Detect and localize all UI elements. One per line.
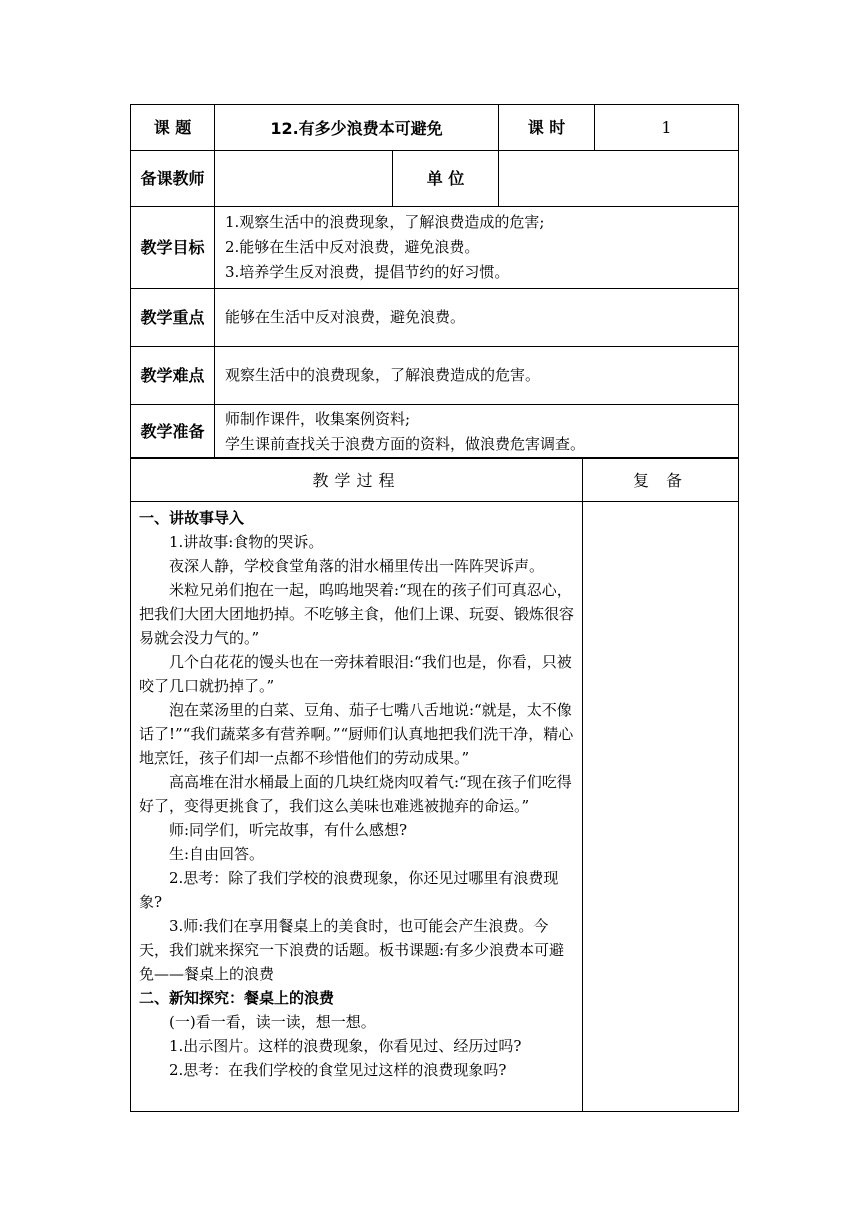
preparation-item: 学生课前查找关于浪费方面的资料，做浪费危害调查。 xyxy=(225,434,586,453)
goal-item: 2.能够在生活中反对浪费，避免浪费。 xyxy=(225,238,480,256)
process-paragraph: 1.出示图片。这样的浪费现象，你看见过、经历过吗? xyxy=(169,1037,522,1055)
teacher-value xyxy=(215,151,393,207)
key-points-label: 教学重点 xyxy=(131,289,215,347)
section-heading: 一、讲故事导入 xyxy=(139,509,245,527)
teaching-process-table xyxy=(130,457,739,1112)
process-paragraph: 米粒兄弟们抱在一起，呜呜地哭着:“现在的孩子们可真忍心，把我们大团大团地扔掉。不吃够主食，他们上课、玩耍、锻炼很容易就会没力气的。” xyxy=(139,581,575,647)
preparation-item: 师制作课件，收集案例资料; xyxy=(225,409,411,428)
goal-item: 3.培养学生反对浪费，提倡节约的好习惯。 xyxy=(225,263,510,281)
process-paragraph: 泡在菜汤里的白菜、豆角、茄子七嘴八舌地说:“就是，太不像话了!”“我们蔬菜多有营养啊。”“厨师们认真地把我们洗干净，精心地烹饪，孩子们却一点都不珍惜他们的劳动成果。” xyxy=(139,701,574,767)
process-header: 教学过程 xyxy=(131,458,583,502)
unit-value xyxy=(499,151,739,207)
unit-label: 单 位 xyxy=(393,151,499,207)
difficulty-label: 教学难点 xyxy=(131,347,215,405)
lesson-info-table xyxy=(130,104,739,459)
process-paragraph: 2.思考：在我们学校的食堂见过这样的浪费现象吗? xyxy=(169,1061,507,1079)
process-paragraph: 3.师:我们在享用餐桌上的美食时，也可能会产生浪费。今天，我们就来探究一下浪费的话题。板书课题:有多少浪费本可避免——餐桌上的浪费 xyxy=(139,917,565,983)
teacher-label: 备课教师 xyxy=(131,151,215,207)
topic-label: 课 题 xyxy=(131,105,215,151)
topic-value: 12.有多少浪费本可避免 xyxy=(215,105,499,151)
process-paragraph: 几个白花花的馒头也在一旁抹着眼泪:“我们也是，你看，只被咬了几口就扔掉了。” xyxy=(139,653,572,695)
review-column xyxy=(583,502,739,1112)
goals-content xyxy=(215,207,739,289)
process-paragraph: 生:自由回答。 xyxy=(169,845,265,863)
preparation-content xyxy=(215,405,739,459)
process-paragraph: 1.讲故事:食物的哭诉。 xyxy=(169,533,324,551)
process-paragraph: 高高堆在泔水桶最上面的几块红烧肉叹着气:“现在孩子们吃得好了，变得更挑食了，我们这么美味也难逃被抛弃的命运。” xyxy=(139,773,572,815)
process-paragraph: 夜深人静，学校食堂角落的泔水桶里传出一阵阵哭诉声。 xyxy=(169,557,545,575)
goals-label: 教学目标 xyxy=(131,207,215,289)
difficulty-text: 观察生活中的浪费现象，了解浪费造成的危害。 xyxy=(215,347,739,405)
goal-item: 1.观察生活中的浪费现象，了解浪费造成的危害; xyxy=(225,213,545,231)
period-label: 课 时 xyxy=(499,105,595,151)
process-content xyxy=(131,502,583,1112)
key-points-text: 能够在生活中反对浪费，避免浪费。 xyxy=(215,289,739,347)
preparation-label: 教学准备 xyxy=(131,405,215,459)
process-paragraph: 2.思考：除了我们学校的浪费现象，你还见过哪里有浪费现象? xyxy=(139,869,559,911)
period-value: 1 xyxy=(595,105,739,151)
process-paragraph: 师:同学们，听完故事，有什么感想? xyxy=(169,821,408,839)
review-header: 复 备 xyxy=(583,458,739,502)
process-paragraph: (一)看一看，读一读，想一想。 xyxy=(169,1013,376,1031)
section-heading: 二、新知探究：餐桌上的浪费 xyxy=(139,989,335,1007)
